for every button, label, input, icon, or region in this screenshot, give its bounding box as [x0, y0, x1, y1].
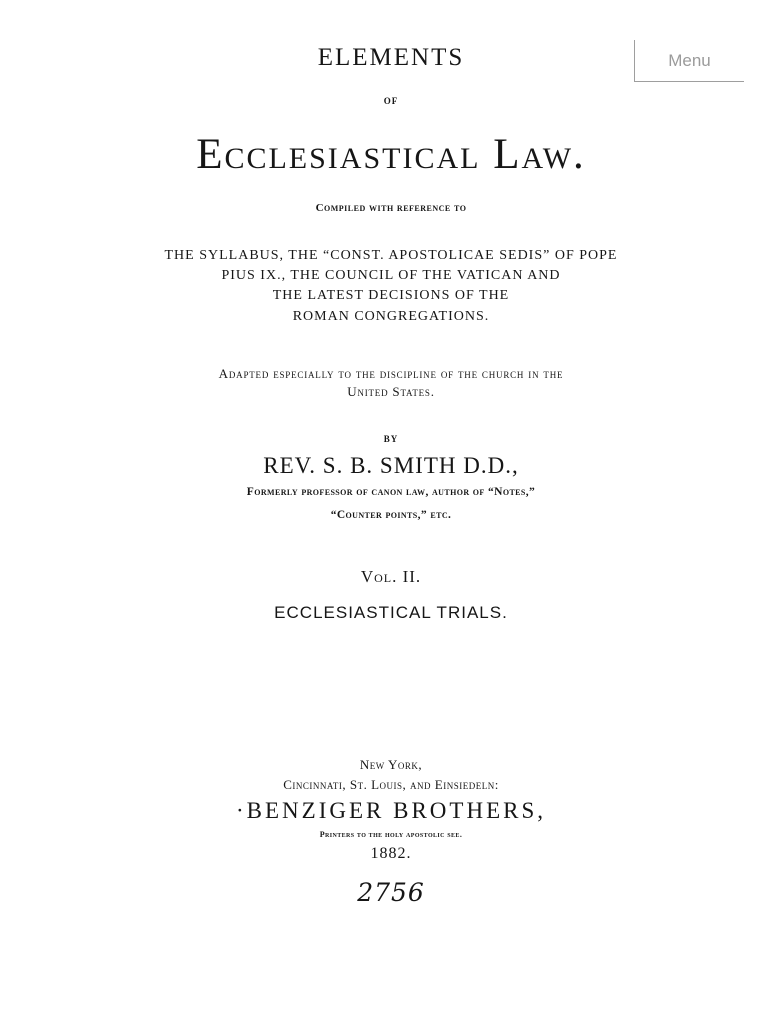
volume-subtitle: ECCLESIASTICAL TRIALS.	[274, 603, 508, 622]
by-word: BY	[383, 434, 399, 444]
of-word: OF	[383, 96, 399, 106]
title-top: ELEMENTS	[317, 44, 465, 71]
syllabus-line: PIUS IX., THE COUNCIL OF THE VATICAN AND	[221, 268, 561, 283]
menu-button[interactable]: Menu	[634, 40, 744, 82]
syllabus-line: THE SYLLABUS, THE “CONST. APOSTOLICAE SEDIS” OF POPE	[164, 248, 618, 263]
compiled-line: Compiled with reference to	[315, 202, 467, 214]
adapted-line: United States.	[347, 384, 435, 399]
syllabus-line: THE LATEST DECISIONS OF THE	[272, 288, 510, 303]
imprint-city: New York,	[359, 757, 423, 772]
handwritten-number: 2756	[357, 878, 425, 907]
printers-line: Printers to the holy apostolic see.	[319, 830, 463, 839]
publication-year: 1882.	[370, 845, 412, 862]
imprint-cities: Cincinnati, St. Louis, and Einsiedeln:	[283, 777, 499, 792]
volume-number: Vol. II.	[360, 567, 422, 586]
author-name: REV. S. B. SMITH D.D.,	[263, 453, 519, 478]
main-title: Ecclesiastical Law.	[196, 131, 586, 178]
adapted-line: Adapted especially to the discipline of the church in the	[218, 366, 564, 381]
author-credentials: Formerly professor of canon law, author of “Notes,”	[246, 486, 536, 498]
author-credentials: “Counter points,” etc.	[330, 509, 452, 521]
syllabus-line: ROMAN CONGREGATIONS.	[292, 309, 490, 324]
publisher-name: ·BENZIGER BROTHERS,	[236, 798, 546, 823]
